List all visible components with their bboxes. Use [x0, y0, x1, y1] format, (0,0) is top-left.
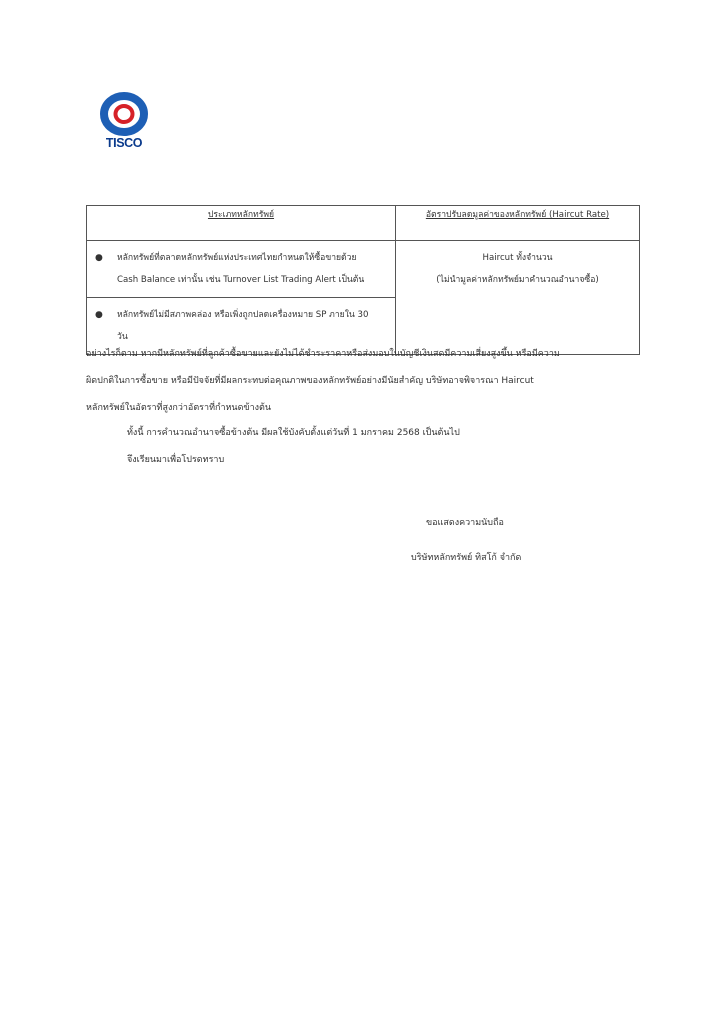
notice-text: จึงเรียนมาเพื่อโปรดทราบ	[127, 455, 225, 465]
company-signature: บริษัทหลักทรัพย์ ทิสโก้ จำกัด	[411, 553, 522, 563]
row-text-line: วัน	[117, 332, 128, 342]
paragraph-line: อย่างไรก็ตาม หากมีหลักทรัพย์ที่ลูกค้าซื้อขายและยังไม่ได้ชำระราคาหรือส่งมอบในบัญชีเงินสดมีความเสี่ยงสูงขึ้น หรือมีความ	[86, 349, 560, 359]
tisco-logo	[100, 92, 156, 156]
row-cash-balance	[87, 241, 396, 298]
bullet-icon: ●	[95, 253, 103, 263]
paragraph-line: ผิดปกติในการซื้อขาย หรือมีปัจจัยที่มีผลกระทบต่อคุณภาพของหลักทรัพย์อย่างมีนัยสำคัญ บริษัทอาจพิจารณา Haircut	[86, 376, 534, 386]
table-row	[87, 241, 640, 298]
header-security-type: ประเภทหลักทรัพย์	[87, 206, 396, 241]
rate-line-2: (ไม่นำมูลค่าหลักทรัพย์มาคำนวณอำนาจซื้อ)	[436, 275, 599, 285]
paragraph-line: หลักทรัพย์ในอัตราที่สูงกว่าอัตราที่กำหนดข้างต้น	[86, 403, 272, 413]
row-text-line: Cash Balance เท่านั้น เช่น Turnover List Trading Alert เป็นต้น	[117, 275, 365, 285]
table-header-row	[87, 206, 640, 241]
bullet-icon: ●	[95, 310, 103, 320]
row-text-line: หลักทรัพย์ที่ตลาดหลักทรัพย์แห่งประเทศไทยกำหนดให้ซื้อขายด้วย	[117, 253, 357, 263]
effective-date-text: ทั้งนี้ การคำนวณอำนาจซื้อข้างต้น มีผลใช้บังคับตั้งแต่วันที่ 1 มกราคม 2568 เป็นต้นไป	[127, 428, 460, 438]
header-haircut-rate: อัตราปรับลดมูลค่าของหลักทรัพย์ (Haircut Rate)	[396, 206, 640, 241]
haircut-rate-cell	[396, 241, 640, 355]
tisco-ring-icon	[100, 92, 148, 138]
closing-text: ขอแสดงความนับถือ	[426, 518, 504, 528]
row-text-line: หลักทรัพย์ไม่มีสภาพคล่อง หรือเพิ่งถูกปลดเครื่องหมาย SP ภายใน 30	[117, 310, 369, 320]
rate-line-1: Haircut ทั้งจำนวน	[482, 253, 553, 263]
haircut-table	[86, 205, 640, 355]
logo-text: TISCO	[105, 136, 143, 150]
body-paragraph	[86, 341, 640, 422]
